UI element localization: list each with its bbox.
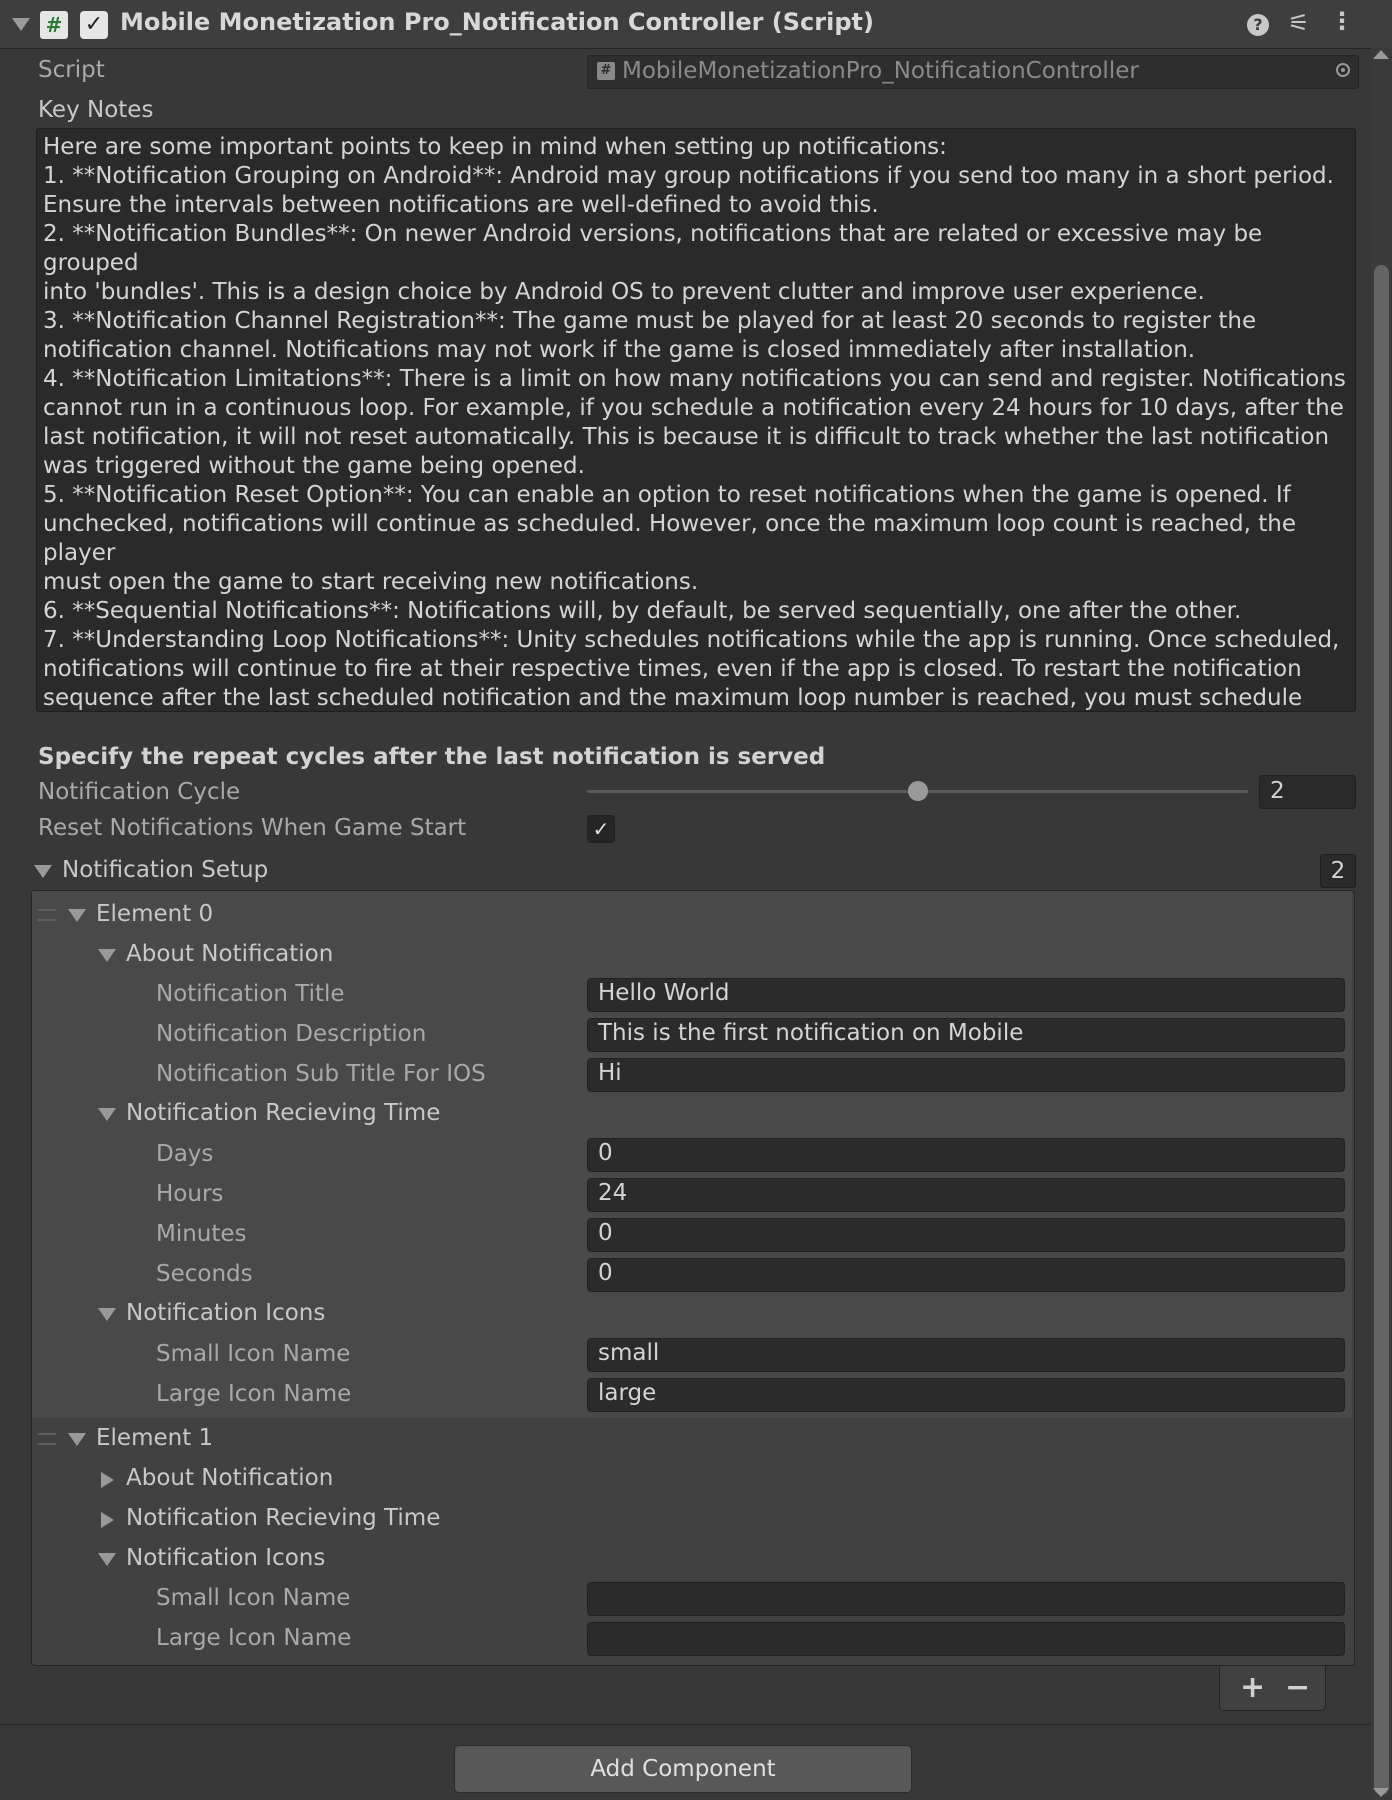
notification-title-label: Notification Title: [156, 981, 345, 1007]
about-notification-label[interactable]: About Notification: [126, 941, 334, 967]
script-icon: #: [40, 11, 68, 39]
script-value: MobileMonetizationPro_NotificationController: [622, 58, 1139, 84]
seconds-label: Seconds: [156, 1261, 253, 1287]
about-notification-collapsed-icon[interactable]: [101, 1472, 114, 1488]
seconds-field[interactable]: 0: [587, 1258, 1345, 1292]
scroll-down-arrow-icon[interactable]: [1373, 1788, 1389, 1797]
kebab-menu-icon[interactable]: ⋮: [1330, 7, 1354, 35]
element-1-small-icon-name-label: Small Icon Name: [156, 1585, 351, 1611]
small-icon-name-label: Small Icon Name: [156, 1341, 351, 1367]
receiving-time-label[interactable]: Notification Recieving Time: [126, 1100, 441, 1126]
days-field[interactable]: 0: [587, 1138, 1345, 1172]
large-icon-name-field[interactable]: large: [587, 1378, 1345, 1412]
hours-label: Hours: [156, 1181, 224, 1207]
minutes-label: Minutes: [156, 1221, 247, 1247]
small-icon-name-field[interactable]: small: [587, 1338, 1345, 1372]
notification-description-label: Notification Description: [156, 1021, 427, 1047]
scroll-up-arrow-icon[interactable]: [1373, 50, 1389, 59]
element-1-notification-icons-label[interactable]: Notification Icons: [126, 1545, 326, 1571]
element-1-small-icon-name-field[interactable]: [587, 1582, 1345, 1616]
key-notes-textarea[interactable]: Here are some important points to keep in mind when setting up notifications: 1. **Notification Grouping on Android**: Android may group notifications if you send too many in a short period. Ensure the intervals between notifications are well-defined to avoid this. 2. **Notification Bundles**: On newer Android versions, notifications that are related or excessive may be grouped into 'bundles'. This is a design choice by Android OS to prevent clutter and improve user experience. 3. **Notification Channel Registration**: The game must be played for at least 20 seconds to register the notification channel. Notifications may not work if the game is closed immediately after installation. 4. **Notification Limitations**: There is a limit on how many notifications you can send and register. Notifications cannot run in a continuous loop. For example, if you schedule a notification every 24 hours for 10 days, after the last notification, it will not reset automatically. This is because it is difficult to track whether the last notification was triggered without the game being opened. 5. **Notification Reset Option**: You can enable an option to reset notifications when the game is opened. If unchecked, notifications will continue as scheduled. However, once the maximum loop count is reached, the player must open the game to start receiving new notifications. 6. **Sequential Notifications**: Notifications will, by default, be served sequentially, one after the other. 7. **Understanding Loop Notifications**: Unity schedules notifications while the app is running. Once scheduled, notifications will continue to fire at their respective times, even if the app is closed. To restart the notification sequence after the last scheduled notification and the maximum loop number is reached, you must schedule: [36, 128, 1356, 712]
preset-icon[interactable]: ⚟: [1288, 9, 1310, 37]
notification-icons-label[interactable]: Notification Icons: [126, 1300, 326, 1326]
notification-setup-count[interactable]: 2: [1320, 854, 1356, 888]
scrollbar-thumb[interactable]: [1374, 265, 1389, 1795]
notification-setup-foldout-icon[interactable]: [34, 865, 52, 878]
script-label: Script: [38, 57, 105, 83]
receiving-time-collapsed-icon[interactable]: [101, 1512, 114, 1528]
add-component-button[interactable]: Add Component: [454, 1745, 912, 1793]
component-foldout-icon[interactable]: [12, 18, 30, 31]
hours-field[interactable]: 24: [587, 1178, 1345, 1212]
receiving-time-foldout-icon[interactable]: [98, 1108, 116, 1121]
element-0-foldout-icon[interactable]: [68, 909, 86, 922]
element-1-foldout-icon[interactable]: [68, 1433, 86, 1446]
element-1-large-icon-name-label: Large Icon Name: [156, 1625, 352, 1651]
notification-cycle-label: Notification Cycle: [38, 779, 241, 805]
notification-setup-label[interactable]: Notification Setup: [62, 857, 269, 883]
object-picker-icon[interactable]: [1336, 63, 1350, 77]
help-icon[interactable]: ?: [1247, 14, 1269, 36]
drag-handle-icon[interactable]: [38, 909, 56, 921]
drag-handle-icon[interactable]: [38, 1433, 56, 1445]
about-notification-foldout-icon[interactable]: [98, 949, 116, 962]
script-object-field[interactable]: [587, 55, 1359, 89]
days-label: Days: [156, 1141, 214, 1167]
element-1-about-notification-label[interactable]: About Notification: [126, 1465, 334, 1491]
notification-subtitle-label: Notification Sub Title For IOS: [156, 1061, 486, 1087]
notification-cycle-value[interactable]: 2: [1259, 775, 1356, 809]
notification-subtitle-field[interactable]: Hi: [587, 1058, 1345, 1092]
add-element-button[interactable]: +: [1240, 1670, 1266, 1705]
large-icon-name-label: Large Icon Name: [156, 1381, 352, 1407]
reset-notifications-checkbox[interactable]: ✓: [587, 815, 615, 843]
element-0-label[interactable]: Element 0: [96, 901, 214, 927]
notification-cycle-slider-thumb[interactable]: [908, 781, 928, 801]
inspector-separator: [0, 1724, 1392, 1725]
component-enabled-checkbox[interactable]: ✓: [80, 11, 108, 39]
reset-notifications-label: Reset Notifications When Game Start: [38, 815, 467, 841]
remove-element-button[interactable]: −: [1285, 1670, 1311, 1705]
element-1-receiving-time-label[interactable]: Notification Recieving Time: [126, 1505, 441, 1531]
script-icon: #: [597, 62, 615, 80]
notification-icons-foldout-icon[interactable]: [98, 1308, 116, 1321]
element-1-icons-foldout-icon[interactable]: [98, 1553, 116, 1566]
repeat-cycles-header: Specify the repeat cycles after the last notification is served: [38, 744, 826, 770]
list-footer-buttons: [1219, 1666, 1326, 1711]
notification-description-field[interactable]: This is the first notification on Mobile: [587, 1018, 1345, 1052]
minutes-field[interactable]: 0: [587, 1218, 1345, 1252]
notification-title-field[interactable]: Hello World: [587, 978, 1345, 1012]
element-1-label[interactable]: Element 1: [96, 1425, 214, 1451]
element-1-large-icon-name-field[interactable]: [587, 1622, 1345, 1656]
component-title: Mobile Monetization Pro_Notification Controller (Script): [120, 8, 874, 36]
key-notes-label: Key Notes: [38, 97, 154, 123]
